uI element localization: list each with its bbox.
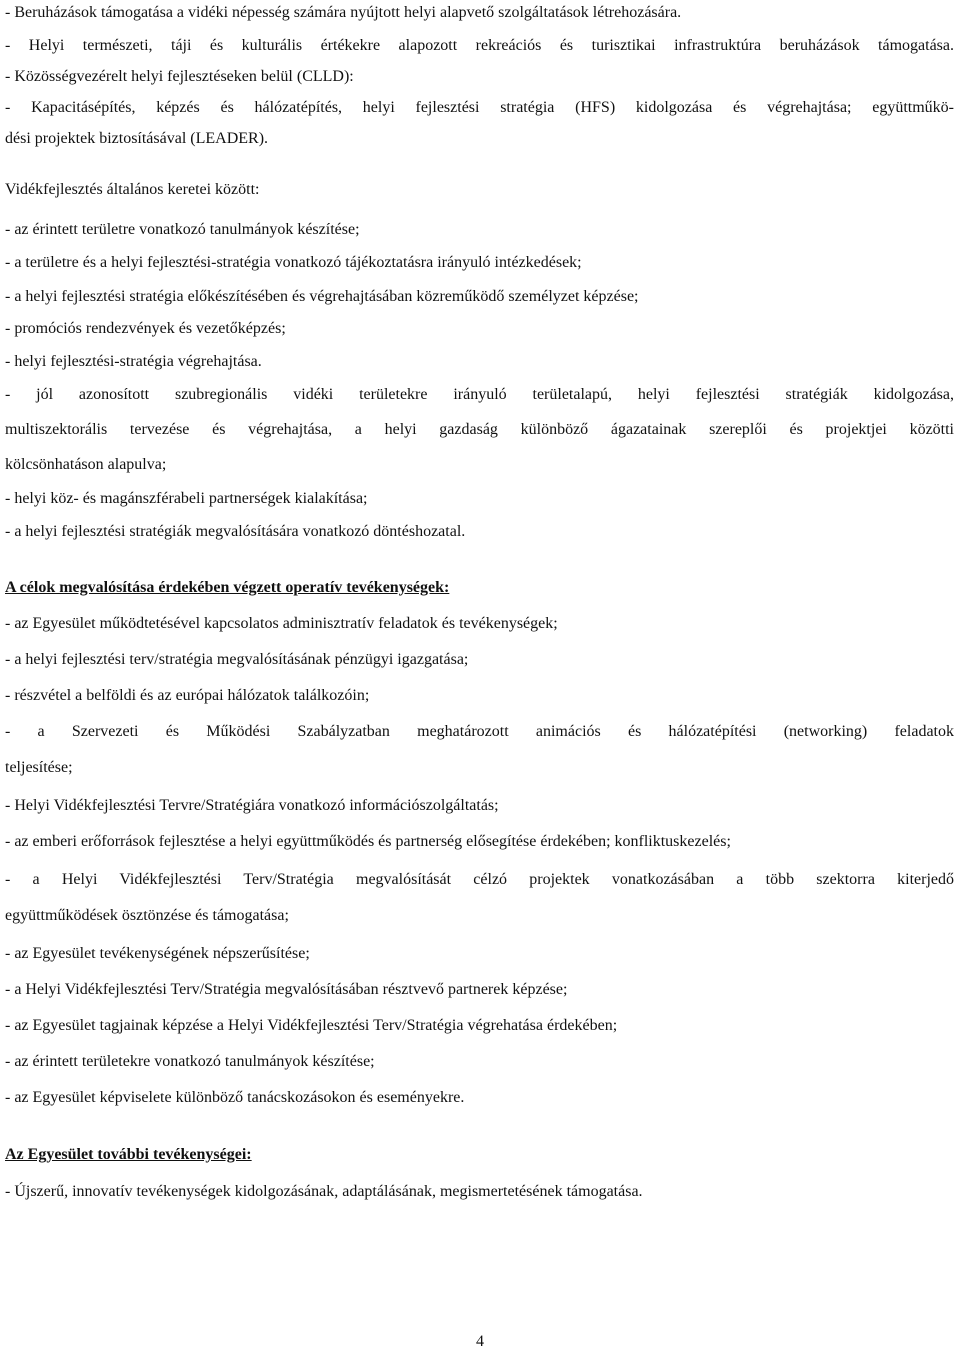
text-line: - az érintett területekre vonatkozó tanulmányok készítése; <box>5 1053 375 1070</box>
text-line: - az érintett területre vonatkozó tanulmányok készítése; <box>5 221 360 238</box>
text-line: - promóciós rendezvények és vezetőképzés; <box>5 320 286 337</box>
text-line: együttműködések ösztönzése és támogatása; <box>5 907 289 924</box>
text-line: - az emberi erőforrások fejlesztése a helyi együttműködés és partnerség elősegítése érdekében; konfliktuskezelés; <box>5 833 731 850</box>
section-heading: Az Egyesület további tevékenységei: <box>5 1146 252 1163</box>
page-number: 4 <box>476 1333 484 1350</box>
text-line: dési projektek biztosításával (LEADER). <box>5 130 269 147</box>
text-line: - Helyi természeti, táji és kulturális értékekre alapozott rekreációs és turisztikai infrastruktúra beruházások támogatása. <box>5 37 954 54</box>
text-line: - Beruházások támogatása a vidéki népesség számára nyújtott helyi alapvető szolgáltatások létrehozására. <box>5 4 682 21</box>
text-line: - az Egyesület képviselete különböző tanácskozásokon és eseményekre. <box>5 1089 465 1106</box>
text-line: - részvétel a belföldi és az európai hálózatok találkozóin; <box>5 687 370 704</box>
text-line: - Helyi Vidékfejlesztési Tervre/Stratégiára vonatkozó információszolgáltatás; <box>5 797 499 814</box>
text-line: - Közösségvezérelt helyi fejlesztéseken belül (CLLD): <box>5 68 354 85</box>
text-line: kölcsönhatáson alapulva; <box>5 456 167 473</box>
text-line: - Kapacitásépítés, képzés és hálózatépítés, helyi fejlesztési stratégia (HFS) kidolgozása és végrehajtása; együttműkö- <box>5 99 954 116</box>
text-line: - a Helyi Vidékfejlesztési Terv/Stratégia megvalósítását célzó projektek vonatkozásában a több szektorra kiterjedő <box>5 871 954 888</box>
text-line: - jól azonosított szubregionális vidéki területekre irányuló területalapú, helyi fejlesztési stratégiák kidolgozása, <box>5 386 954 403</box>
text-line: Vidékfejlesztés általános keretei között: <box>5 181 260 198</box>
text-line: - az Egyesület tevékenységének népszerűsítése; <box>5 945 310 962</box>
text-line: - a területre és a helyi fejlesztési-stratégia vonatkozó tájékoztatásra irányuló intézkedések; <box>5 254 582 271</box>
text-line: - a Helyi Vidékfejlesztési Terv/Stratégia megvalósításában résztvevő partnerek képzése; <box>5 981 568 998</box>
text-line: - helyi fejlesztési-stratégia végrehajtása. <box>5 353 262 370</box>
text-line: - a helyi fejlesztési terv/stratégia megvalósításának pénzügyi igazgatása; <box>5 651 469 668</box>
text-line: - az Egyesület működtetésével kapcsolatos adminisztratív feladatok és tevékenységek; <box>5 615 558 632</box>
text-line: - a helyi fejlesztési stratégiák megvalósítására vonatkozó döntéshozatal. <box>5 523 466 540</box>
section-heading: A célok megvalósítása érdekében végzett operatív tevékenységek: <box>5 579 450 596</box>
text-line: - a helyi fejlesztési stratégia előkészítésében és végrehajtásában közreműködő személyzet képzése; <box>5 288 639 305</box>
text-line: - Újszerű, innovatív tevékenységek kidolgozásának, adaptálásának, megismertetésének támogatása. <box>5 1183 643 1200</box>
text-line: multiszektorális tervezése és végrehajtása, a helyi gazdaság különböző ágazatainak szereplői és projektjei közötti <box>5 421 954 438</box>
text-line: - az Egyesület tagjainak képzése a Helyi Vidékfejlesztési Terv/Stratégia végrehatása érdekében; <box>5 1017 618 1034</box>
text-line: teljesítése; <box>5 759 73 776</box>
text-line: - a Szervezeti és Működési Szabályzatban meghatározott animációs és hálózatépítési (networking) feladatok <box>5 723 954 740</box>
text-line: - helyi köz- és magánszférabeli partnerségek kialakítása; <box>5 490 368 507</box>
